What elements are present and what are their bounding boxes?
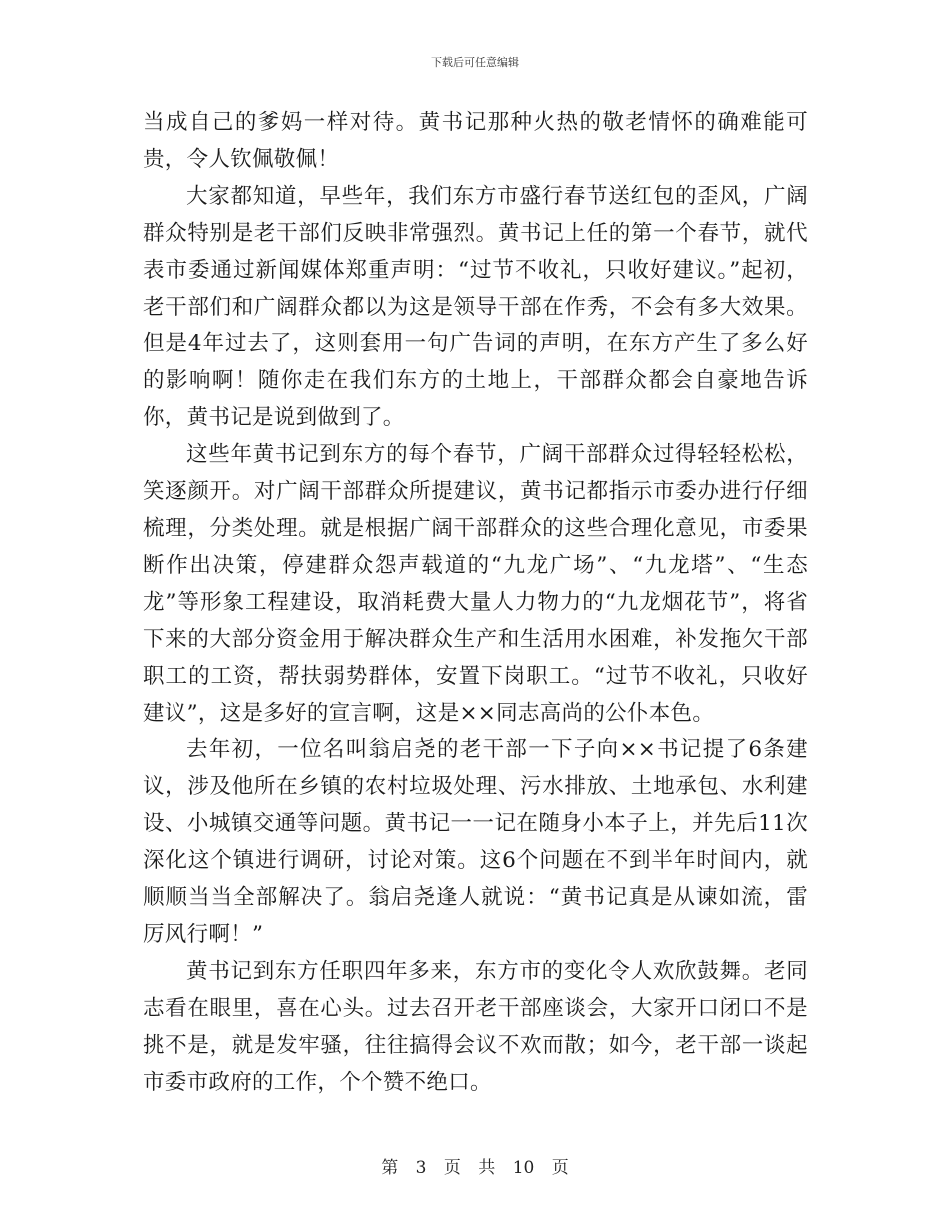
page-number: 3 [415,1158,427,1178]
paragraph-continuation: 当成自己的爹妈一样对待。黄书记那种火热的敬老情怀的确难能可贵，令人钦佩敬佩！ [143,110,808,172]
paragraph: 这些年黄书记到东方的每个春节，广阔干部群众过得轻轻松松，笑逐颜开。对广阔干部群众所提建议，黄书记都指示市委办进行仔细梳理，分类处理。就是根据广阔干部群众的这些合理化意见，市委果断作出决策，停建群众怨声载道的“九龙广场”、“九龙塔”、“生态龙”等形象工程建设，取消耗费大量人力物力的“九龙烟花节”，将省下来的大部分资金用于解决群众生产和生活用水困难，补发拖欠干部职工的工资，帮扶弱势群体，安置下岗职工。“过节不收礼，只收好建议”，这是多好的宣言啊，这是××同志高尚的公仆本色。 [143,442,808,726]
page-footer [0,1153,950,1178]
page-header: 下载后可任意编辑 [431,56,519,69]
paragraph: 去年初，一位名叫翁启尧的老干部一下子向××书记提了6条建议，涉及他所在乡镇的农村垃圾处理、污水排放、土地承包、水利建设、小城镇交通等问题。黄书记一一记在随身小本子上，并先后11次深化这个镇进行调研，讨论对策。这6个问题在不到半年时间内，就顺顺当当全部解决了。翁启尧逢人就说：“黄书记真是从谏如流，雷厉风行啊！” [143,737,808,947]
footer-prefix: 第 [381,1158,399,1178]
document-body [143,105,808,1101]
paragraph: 大家都知道，早些年，我们东方市盛行春节送红包的歪风，广阔群众特别是老干部们反映非常强烈。黄书记上任的第一个春节，就代表市委通过新闻媒体郑重声明：“过节不收礼，只收好建议。”起初，老干部们和广阔群众都以为这是领导干部在作秀，不会有多大效果。但是4年过去了，这则套用一句广告词的声明，在东方产生了多么好的影响啊！随你走在我们东方的土地上，干部群众都会自豪地告诉你，黄书记是说到做到了。 [143,183,808,431]
paragraph: 黄书记到东方任职四年多来，东方市的变化令人欢欣鼓舞。老同志看在眼里，喜在心头。过去召开老干部座谈会，大家开口闭口不是挑不是，就是发牢骚，往往搞得会议不欢而散；如今，老干部一谈起市委市政府的工作，个个赞不绝口。 [143,958,808,1095]
page-total: 10 [512,1158,535,1178]
footer-suffix: 页 [551,1158,569,1178]
footer-page-word: 页 [443,1158,461,1178]
footer-total-word: 共 [478,1158,496,1178]
